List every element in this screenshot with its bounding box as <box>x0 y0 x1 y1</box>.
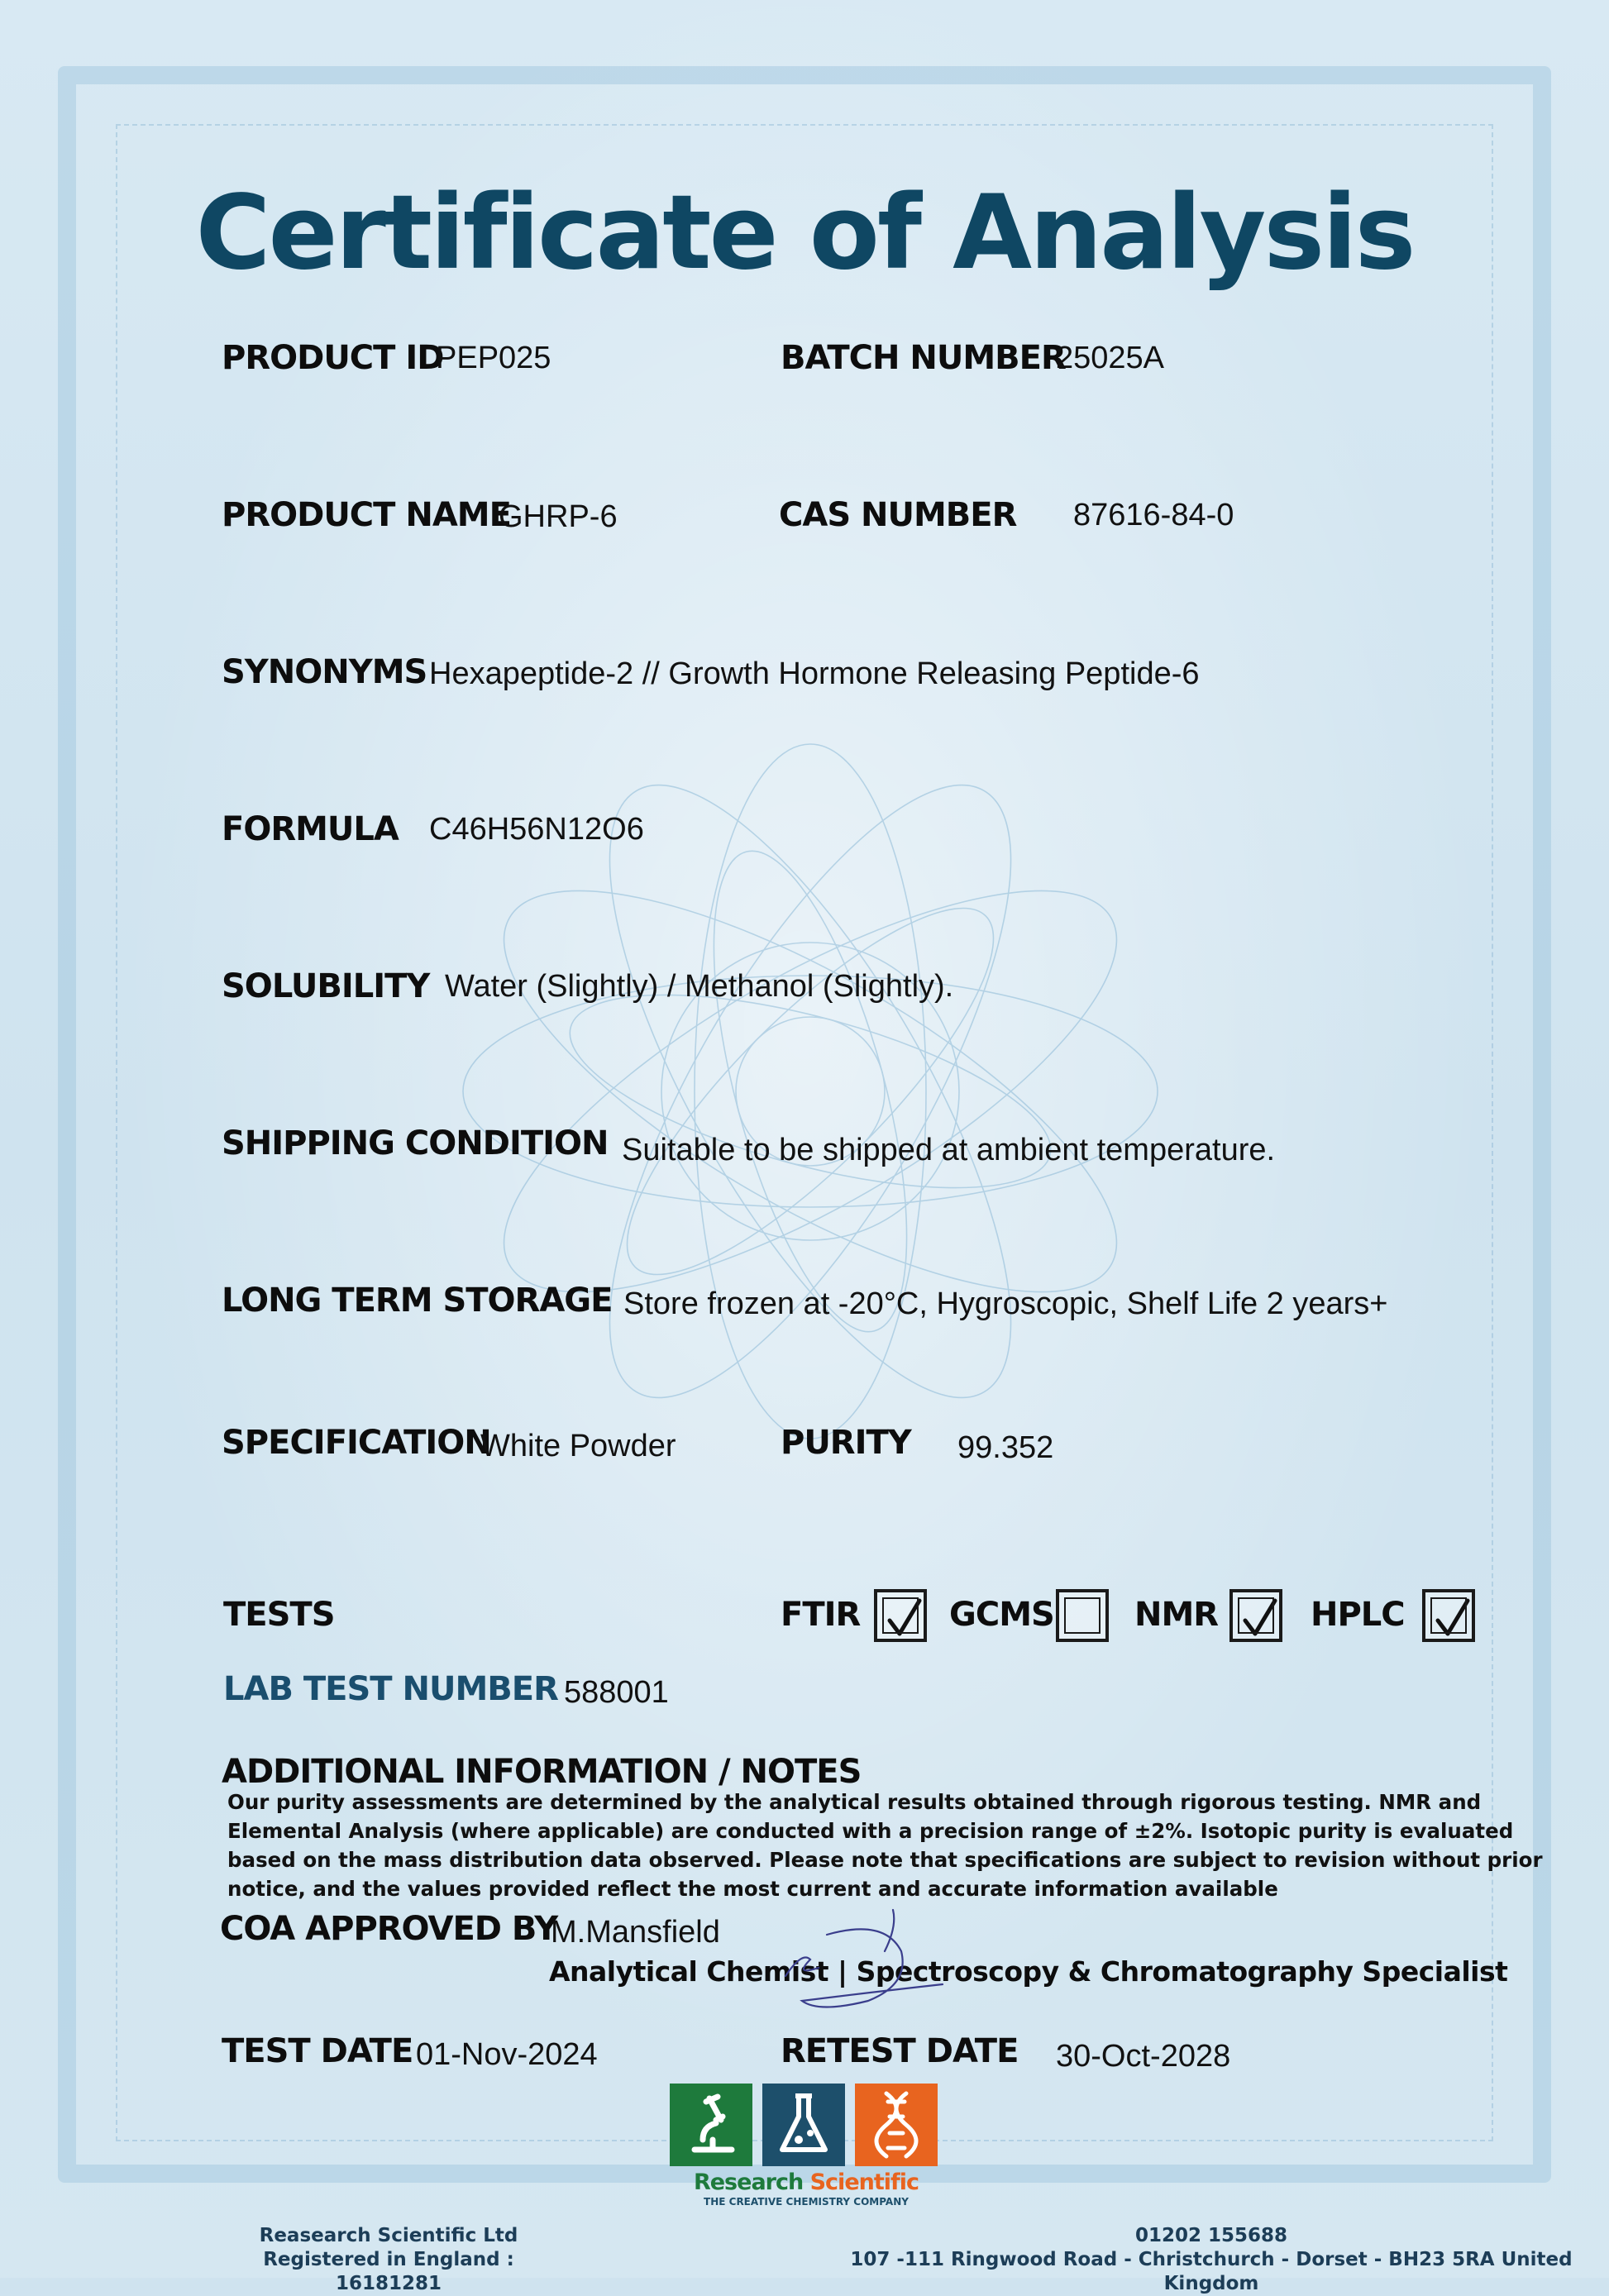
solubility-value: Water (Slightly) / Methanol (Slightly). <box>445 969 954 1004</box>
checkbox-hplc[interactable] <box>1422 1589 1475 1642</box>
notes-heading: ADDITIONAL INFORMATION / NOTES <box>222 1753 862 1791</box>
approved-by-label: COA APPROVED BY <box>220 1910 558 1948</box>
signature <box>769 1902 967 2017</box>
checkbox-ftir[interactable] <box>874 1589 927 1642</box>
page-title: Certificate of Analysis <box>195 174 1414 293</box>
approver-name: M.Mansfield <box>551 1915 720 1950</box>
purity-value: 99.352 <box>957 1430 1054 1465</box>
test-date-label: TEST DATE <box>222 2032 413 2070</box>
footer-phone: 01202 155688 <box>1134 2225 1288 2246</box>
retest-date-label: RETEST DATE <box>781 2032 1019 2070</box>
formula-label: FORMULA <box>222 810 399 848</box>
logo-wordmark <box>670 2170 943 2195</box>
check-icon <box>1243 1597 1277 1639</box>
batch-number-value: 25025A <box>1056 341 1165 375</box>
lab-test-number-value: 588001 <box>564 1675 669 1710</box>
synonyms-value: Hexapeptide-2 // Growth Hormone Releasing Peptide-6 <box>429 656 1200 691</box>
footer-registration: Registered in England : 16181281 <box>263 2249 514 2294</box>
purity-label: PURITY <box>781 1424 911 1462</box>
guilloche-rosette <box>314 678 1306 1505</box>
batch-number-label: BATCH NUMBER <box>781 339 1066 377</box>
product-name-label: PRODUCT NAME <box>222 496 511 534</box>
product-id-value: PEP025 <box>436 341 551 375</box>
lab-test-number-label: LAB TEST NUMBER <box>223 1670 558 1708</box>
notes-text: Our purity assessments are determined by the analytical results obtained through rigorous testing. NMR and Elemental Analysis (where applicable) are conducted with a precision range of ±2%. Isotopic purity is evaluated based on the mass distribution data observed. Please note that specifications are subject to revision without prior notice, and the values provided reflect the most current and accurate information available <box>227 1790 1543 1901</box>
long-term-storage-label: LONG TERM STORAGE <box>222 1282 613 1320</box>
shipping-condition-label: SHIPPING CONDITION <box>222 1124 609 1162</box>
product-id-label: PRODUCT ID <box>222 339 444 377</box>
logo-word-scientific: Scientific <box>809 2170 919 2195</box>
test-date-value: 01-Nov-2024 <box>416 2037 598 2072</box>
microscope-icon <box>670 2084 752 2166</box>
footer-contact-block <box>819 2224 1604 2296</box>
dna-icon <box>855 2084 938 2166</box>
logo-tagline: THE CREATIVE CHEMISTRY COMPANY <box>704 2196 909 2208</box>
cas-number-value: 87616-84-0 <box>1073 498 1234 532</box>
specification-value: White Powder <box>480 1429 676 1463</box>
shipping-condition-value: Suitable to be shipped at ambient temperature. <box>622 1133 1276 1167</box>
flask-icon <box>762 2084 845 2166</box>
cas-number-label: CAS NUMBER <box>779 496 1017 534</box>
formula-value: C46H56N12O6 <box>429 812 644 847</box>
long-term-storage-value: Store frozen at -20°C, Hygroscopic, Shelf Life 2 years+ <box>623 1286 1388 1321</box>
checkbox-gcms[interactable] <box>1056 1589 1109 1642</box>
footer-address: 107 -111 Ringwood Road - Christchurch - Dorset - BH23 5RA United Kingdom <box>850 2249 1573 2294</box>
retest-date-value: 30-Oct-2028 <box>1056 2039 1231 2074</box>
tests-label: TESTS <box>223 1596 335 1634</box>
check-icon <box>1435 1597 1470 1639</box>
specification-label: SPECIFICATION <box>222 1424 491 1462</box>
approver-role: Analytical Chemist | Spectroscopy & Chromatography Specialist <box>549 1955 1508 1988</box>
check-icon <box>887 1597 922 1639</box>
test-name-gcms: GCMS <box>949 1596 1054 1634</box>
test-name-nmr: NMR <box>1134 1596 1219 1634</box>
test-name-hplc: HPLC <box>1311 1596 1405 1634</box>
company-logo <box>670 2084 943 2208</box>
footer-company-block <box>223 2224 554 2296</box>
product-name-value: GHRP-6 <box>499 499 618 534</box>
synonyms-label: SYNONYMS <box>222 653 427 691</box>
test-name-ftir: FTIR <box>781 1596 861 1634</box>
logo-word-research: Research <box>693 2170 804 2195</box>
footer-company: Reasearch Scientific Ltd <box>259 2225 518 2246</box>
checkbox-nmr[interactable] <box>1229 1589 1282 1642</box>
solubility-label: SOLUBILITY <box>222 967 430 1005</box>
